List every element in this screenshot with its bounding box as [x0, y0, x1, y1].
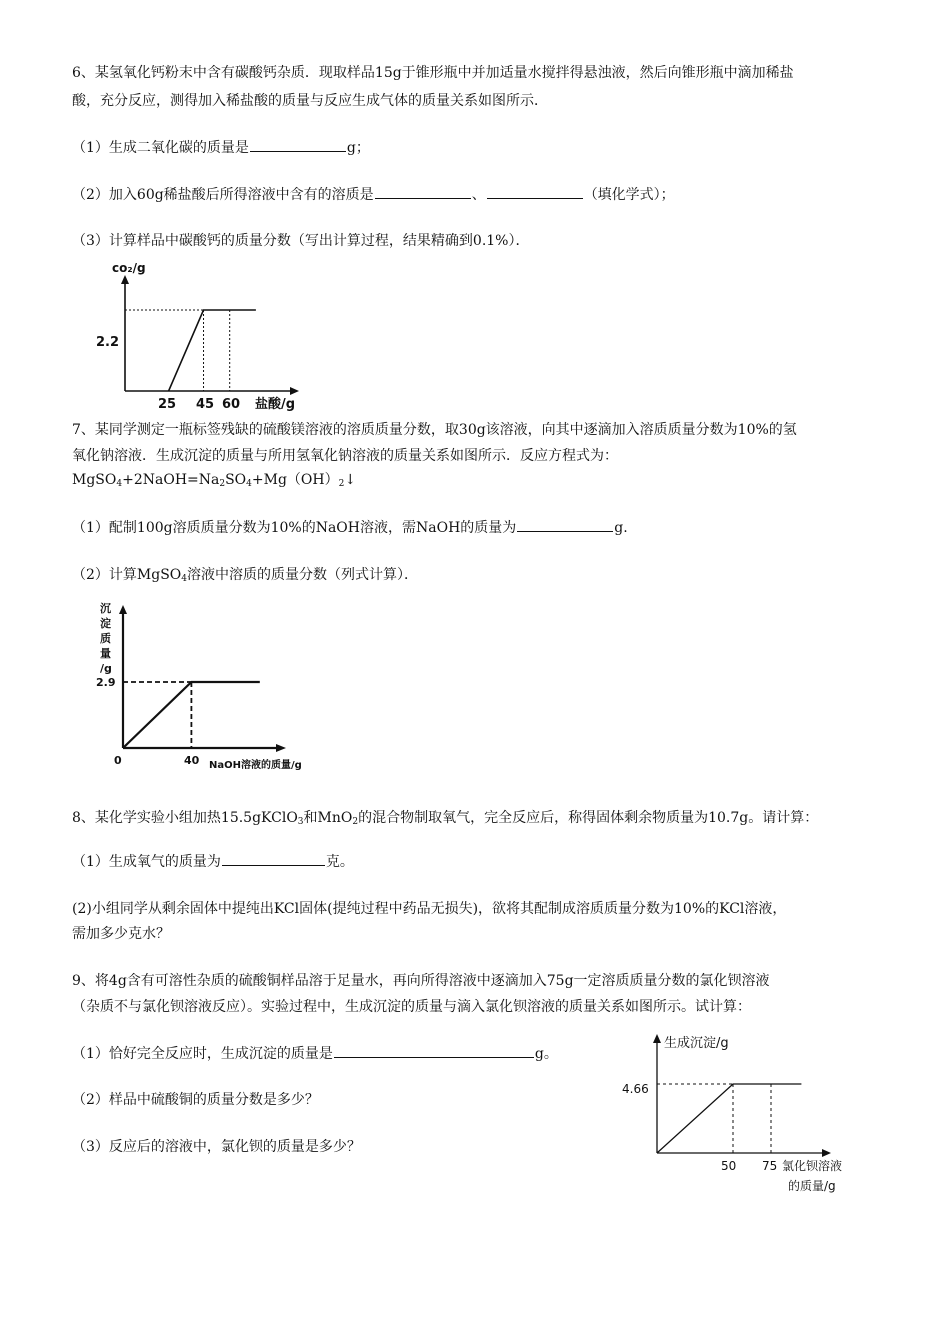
q7-part-2	[72, 565, 418, 585]
q9-part-1-text: （1）恰好完全反应时，生成沉淀的质量是	[72, 1046, 333, 1062]
q9-chart-x-tick-75: 75	[762, 1159, 778, 1173]
q7-stem-line-1: 7、某同学测定一瓶标签残缺的硫酸镁溶液的溶质质量分数，取30g该溶液，向其中逐滴加入溶质质量分数为10%的氢	[72, 422, 797, 438]
q7-eq-arrow: ↓	[344, 472, 357, 488]
q7-chart-svg	[90, 600, 340, 774]
q8-stem-text: 和MnO	[303, 810, 353, 826]
q6-answer-blank-2[interactable]	[375, 184, 471, 199]
q9-chart-y-arrow	[653, 1034, 661, 1043]
q7-chart-origin-label: 0	[114, 754, 122, 767]
q9-stem-line-1: 9、将4g含有可溶性杂质的硫酸铜样品溶于足量水，再向所得溶液中逐滴加入75g一定溶质质量分数的氯化钡溶液	[72, 973, 770, 989]
q7-part-2-sub: 4	[181, 574, 188, 584]
q6-answer-blank-1[interactable]	[250, 137, 346, 152]
q9-chart-y-tick-4-66: 4.66	[622, 1082, 649, 1096]
q7-eq-part: MgSO	[72, 472, 117, 488]
q6-part-1-text: （1）生成二氧化碳的质量是	[72, 140, 249, 156]
q6-stem-line-2: 酸，充分反应，测得加入稀盐酸的质量与反应生成气体的质量关系如图所示．	[72, 93, 548, 109]
q9-chart-y-label: 生成沉淀/g	[664, 1036, 729, 1051]
q7-eq-part: SO	[225, 472, 247, 488]
q9-precipitate-chart	[615, 1028, 880, 1204]
q6-chart-y-tick-2-2: 2.2	[96, 335, 120, 350]
q6-part-3: （3）计算样品中碳酸钙的质量分数（写出计算过程，结果精确到0.1%）．	[72, 233, 530, 249]
q7-chart-y-label-char: 量	[100, 647, 111, 660]
q9-chart-series-line	[657, 1084, 801, 1153]
q7-eq-part: +Mg（OH）	[251, 472, 339, 488]
q7-eq-sub: 4	[116, 479, 123, 489]
q6-chart-y-arrow	[121, 275, 129, 284]
q6-stem-line-1: 6、某氢氧化钙粉末中含有碳酸钙杂质．现取样品15g于锥形瓶中并加适量水搅拌得悬浊液，然后向锥形瓶中滴加稀盐	[72, 65, 794, 81]
q7-stem-line-2: 氧化钠溶液．生成沉淀的质量与所用氢氧化钠溶液的质量关系如图所示．反应方程式为：	[72, 448, 618, 464]
q7-equation	[72, 470, 356, 490]
q9-stem-line-2: （杂质不与氯化钡溶液反应）。实验过程中，生成沉淀的质量与滴入氯化钡溶液的质量关系如图所示。试计算：	[72, 999, 751, 1015]
q7-part-1	[72, 517, 628, 538]
q9-chart-x-label-2: 的质量/g	[788, 1179, 836, 1193]
q6-chart-x-tick-45: 45	[196, 397, 215, 412]
q6-part-1	[72, 137, 370, 158]
q7-chart-x-tick-40: 40	[184, 754, 200, 767]
q6-chart-series-line	[169, 310, 256, 391]
q7-part-2-text: （2）计算MgSO	[72, 567, 182, 583]
q7-eq-sub: 2	[219, 479, 226, 489]
q6-part-2	[72, 184, 675, 205]
q7-chart-x-arrow	[276, 744, 286, 752]
q7-eq-part: +2NaOH=Na	[122, 472, 220, 488]
q8-part-2-line-2: 需加多少克水？	[72, 926, 170, 942]
q8-stem	[72, 808, 818, 828]
q6-answer-blank-3[interactable]	[487, 184, 583, 199]
q7-chart-y-label-char: 质	[100, 632, 111, 645]
q8-part-1-unit: 克。	[325, 854, 354, 870]
q7-chart-x-label: NaOH溶液的质量/g	[209, 760, 302, 771]
q6-chart-y-label: co₂/g	[112, 261, 146, 275]
q8-answer-blank-1[interactable]	[222, 851, 325, 866]
q7-chart-y-label-char: /g	[100, 662, 112, 675]
q7-part-1-text: （1）配制100g溶质质量分数为10%的NaOH溶液，需NaOH的质量为	[72, 520, 517, 536]
q9-answer-blank-1[interactable]	[334, 1043, 534, 1058]
q8-part-1-text: （1）生成氧气的质量为	[72, 854, 221, 870]
q9-part-1	[72, 1043, 558, 1064]
q7-answer-blank-1[interactable]	[517, 517, 613, 532]
q9-part-1-unit: g。	[534, 1046, 558, 1062]
q6-chart-x-tick-25: 25	[158, 397, 177, 412]
q7-part-2-text-end: 溶液中溶质的质量分数（列式计算）．	[187, 567, 419, 583]
q7-precipitate-chart	[90, 600, 340, 778]
q7-chart-y-arrow	[119, 605, 127, 614]
q9-chart-x-tick-50: 50	[721, 1159, 737, 1173]
q8-stem-text: 的混合物制取氧气，完全反应后，称得固体剩余物质量为10.7g。请计算：	[358, 810, 819, 826]
q7-chart-y-label-char: 淀	[100, 617, 111, 630]
q9-chart-x-arrow	[822, 1149, 831, 1157]
q7-part-1-unit: g.	[614, 520, 628, 536]
q6-chart-svg	[88, 258, 318, 414]
q6-chart-x-label: 盐酸/g	[255, 397, 296, 412]
q7-eq-sub: 2	[338, 479, 345, 489]
q6-part-1-unit: g；	[346, 140, 370, 156]
q7-chart-y-tick-2-9: 2.9	[96, 676, 116, 689]
q6-chart-x-tick-60: 60	[222, 397, 241, 412]
q7-chart-y-label-char: 沉	[100, 602, 111, 615]
q7-eq-sub: 4	[246, 479, 252, 489]
q8-stem-sub: 2	[352, 817, 359, 827]
q8-stem-sub: 3	[297, 817, 304, 827]
q6-part-2-separator: 、	[471, 187, 486, 203]
q9-part-3: （3）反应后的溶液中，氯化钡的质量是多少？	[72, 1139, 361, 1155]
q9-chart-svg	[615, 1028, 880, 1200]
q8-part-2-line-1: (2)小组同学从剩余固体中提纯出KCl固体(提纯过程中药品无损失)，欲将其配制成溶质质量分数为10%的KCl溶液，	[72, 901, 787, 917]
q6-co2-chart	[88, 258, 318, 418]
q9-part-2: （2）样品中硫酸铜的质量分数是多少？	[72, 1092, 319, 1108]
q6-part-2-note: （填化学式）；	[583, 187, 675, 203]
q6-chart-x-arrow	[290, 387, 299, 395]
q8-part-1	[72, 851, 354, 872]
q8-stem-text: 8、某化学实验小组加热15.5gKClO	[72, 810, 298, 826]
q9-chart-x-label-1: 氯化钡溶液	[782, 1159, 843, 1173]
q6-part-2-text: （2）加入60g稀盐酸后所得溶液中含有的溶质是	[72, 187, 374, 203]
